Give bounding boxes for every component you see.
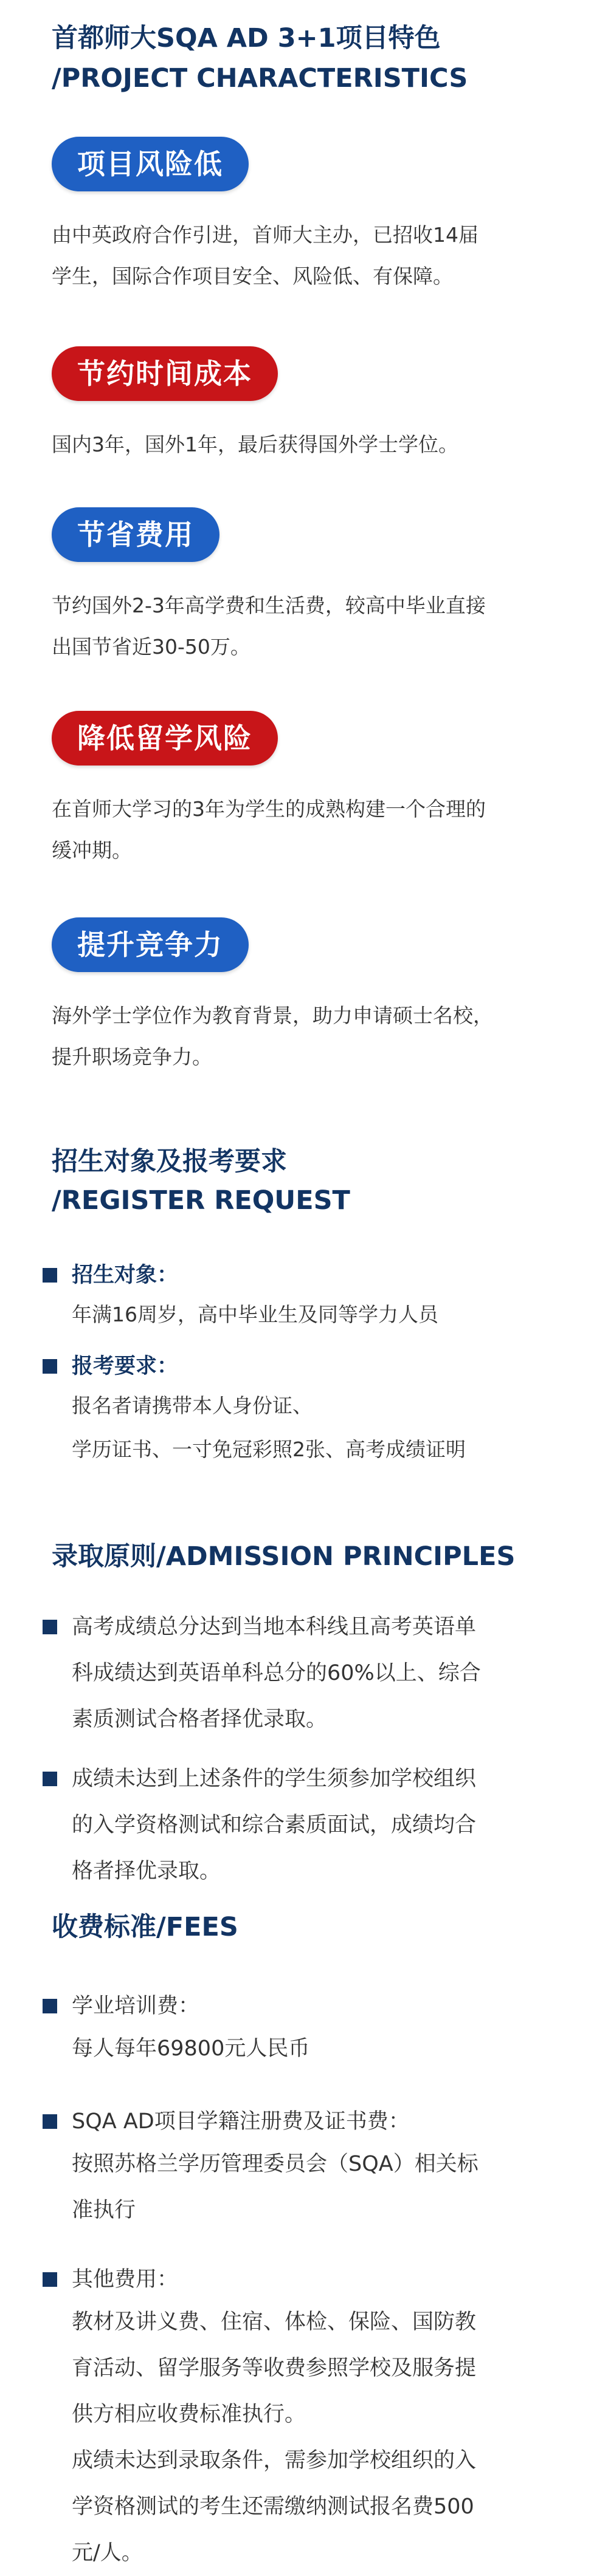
page-title-line-1: 首都师大SQA AD 3+1项目特色 <box>52 23 441 53</box>
feature-description: 国内3年，国外1年，最后获得国外学士学位。 <box>52 433 458 456</box>
register-title: 招生对象及报考要求 /REGISTER REQUEST <box>52 1146 350 1216</box>
fee-other: 其他费用： 教材及讲义费、住宿、体检、保险、国防教 育活动、留学服务等收费参照学校及服务提 供方相应收费标准执行。 成绩未达到录取条件，需参加学校组织的入 学资格测试的考生还需缴纳测试报名费500 元/人。 <box>43 2260 590 2576</box>
square-bullet-icon <box>43 1772 57 1786</box>
feature-badge: 提升竞争力 <box>52 917 249 972</box>
register-requirements: 报考要求： 报名者请携带本人身份证、 学历证书、一寸免冠彩照2张、高考成绩证明 <box>43 1349 590 1471</box>
feature-description: 节约国外2-3年高学费和生活费，较高中毕业直接 出国节省近30-50万。 <box>52 594 486 659</box>
feature-competitiveness <box>52 917 587 1078</box>
feature-description: 由中英政府合作引进，首师大主办，已招收14届 学生，国际合作项目安全、风险低、有保障。 <box>52 223 478 288</box>
feature-save-cost <box>52 507 587 668</box>
feature-badge: 项目风险低 <box>52 137 249 191</box>
page-title-line-2: /PROJECT CHARACTERISTICS <box>52 63 468 94</box>
page-title <box>52 18 587 98</box>
square-bullet-icon <box>43 2114 57 2129</box>
feature-badge: 节约时间成本 <box>52 346 278 401</box>
feature-description: 在首师大学习的3年为学生的成熟构建一个合理的 缓冲期。 <box>52 797 486 862</box>
admission-rule-2: 成绩未达到上述条件的学生须参加学校组织 的入学资格测试和综合素质面试，成绩均合 格者择优录取。 <box>43 1756 590 1894</box>
admission-title: 录取原则/ADMISSION PRINCIPLES <box>52 1541 516 1572</box>
fees-title: 收费标准/FEES <box>52 1912 238 1942</box>
register-target: 招生对象： 年满16周岁，高中毕业生及同等学力人员 <box>43 1258 590 1337</box>
fee-registration: SQA AD项目学籍注册费及证书费： 按照苏格兰学历管理委员会（SQA）相关标 准执行 <box>43 2102 590 2233</box>
square-bullet-icon <box>43 1999 57 2013</box>
feature-risk-low <box>52 137 587 297</box>
square-bullet-icon <box>43 1620 57 1634</box>
feature-badge: 降低留学风险 <box>52 711 278 766</box>
feature-lower-risk <box>52 711 587 871</box>
square-bullet-icon <box>43 1268 57 1283</box>
admission-rule-1: 高考成绩总分达到当地本科线且高考英语单 科成绩达到英语单科总分的60%以上、综合 素质测试合格者择优录取。 <box>43 1604 590 1742</box>
feature-badge: 节省费用 <box>52 507 219 562</box>
square-bullet-icon <box>43 1359 57 1374</box>
fee-tuition: 学业培训费： 每人每年69800元人民币 <box>43 1987 590 2072</box>
square-bullet-icon <box>43 2272 57 2287</box>
feature-save-time <box>52 346 587 465</box>
feature-description: 海外学士学位作为教育背景，助力申请硕士名校， 提升职场竞争力。 <box>52 1004 493 1069</box>
